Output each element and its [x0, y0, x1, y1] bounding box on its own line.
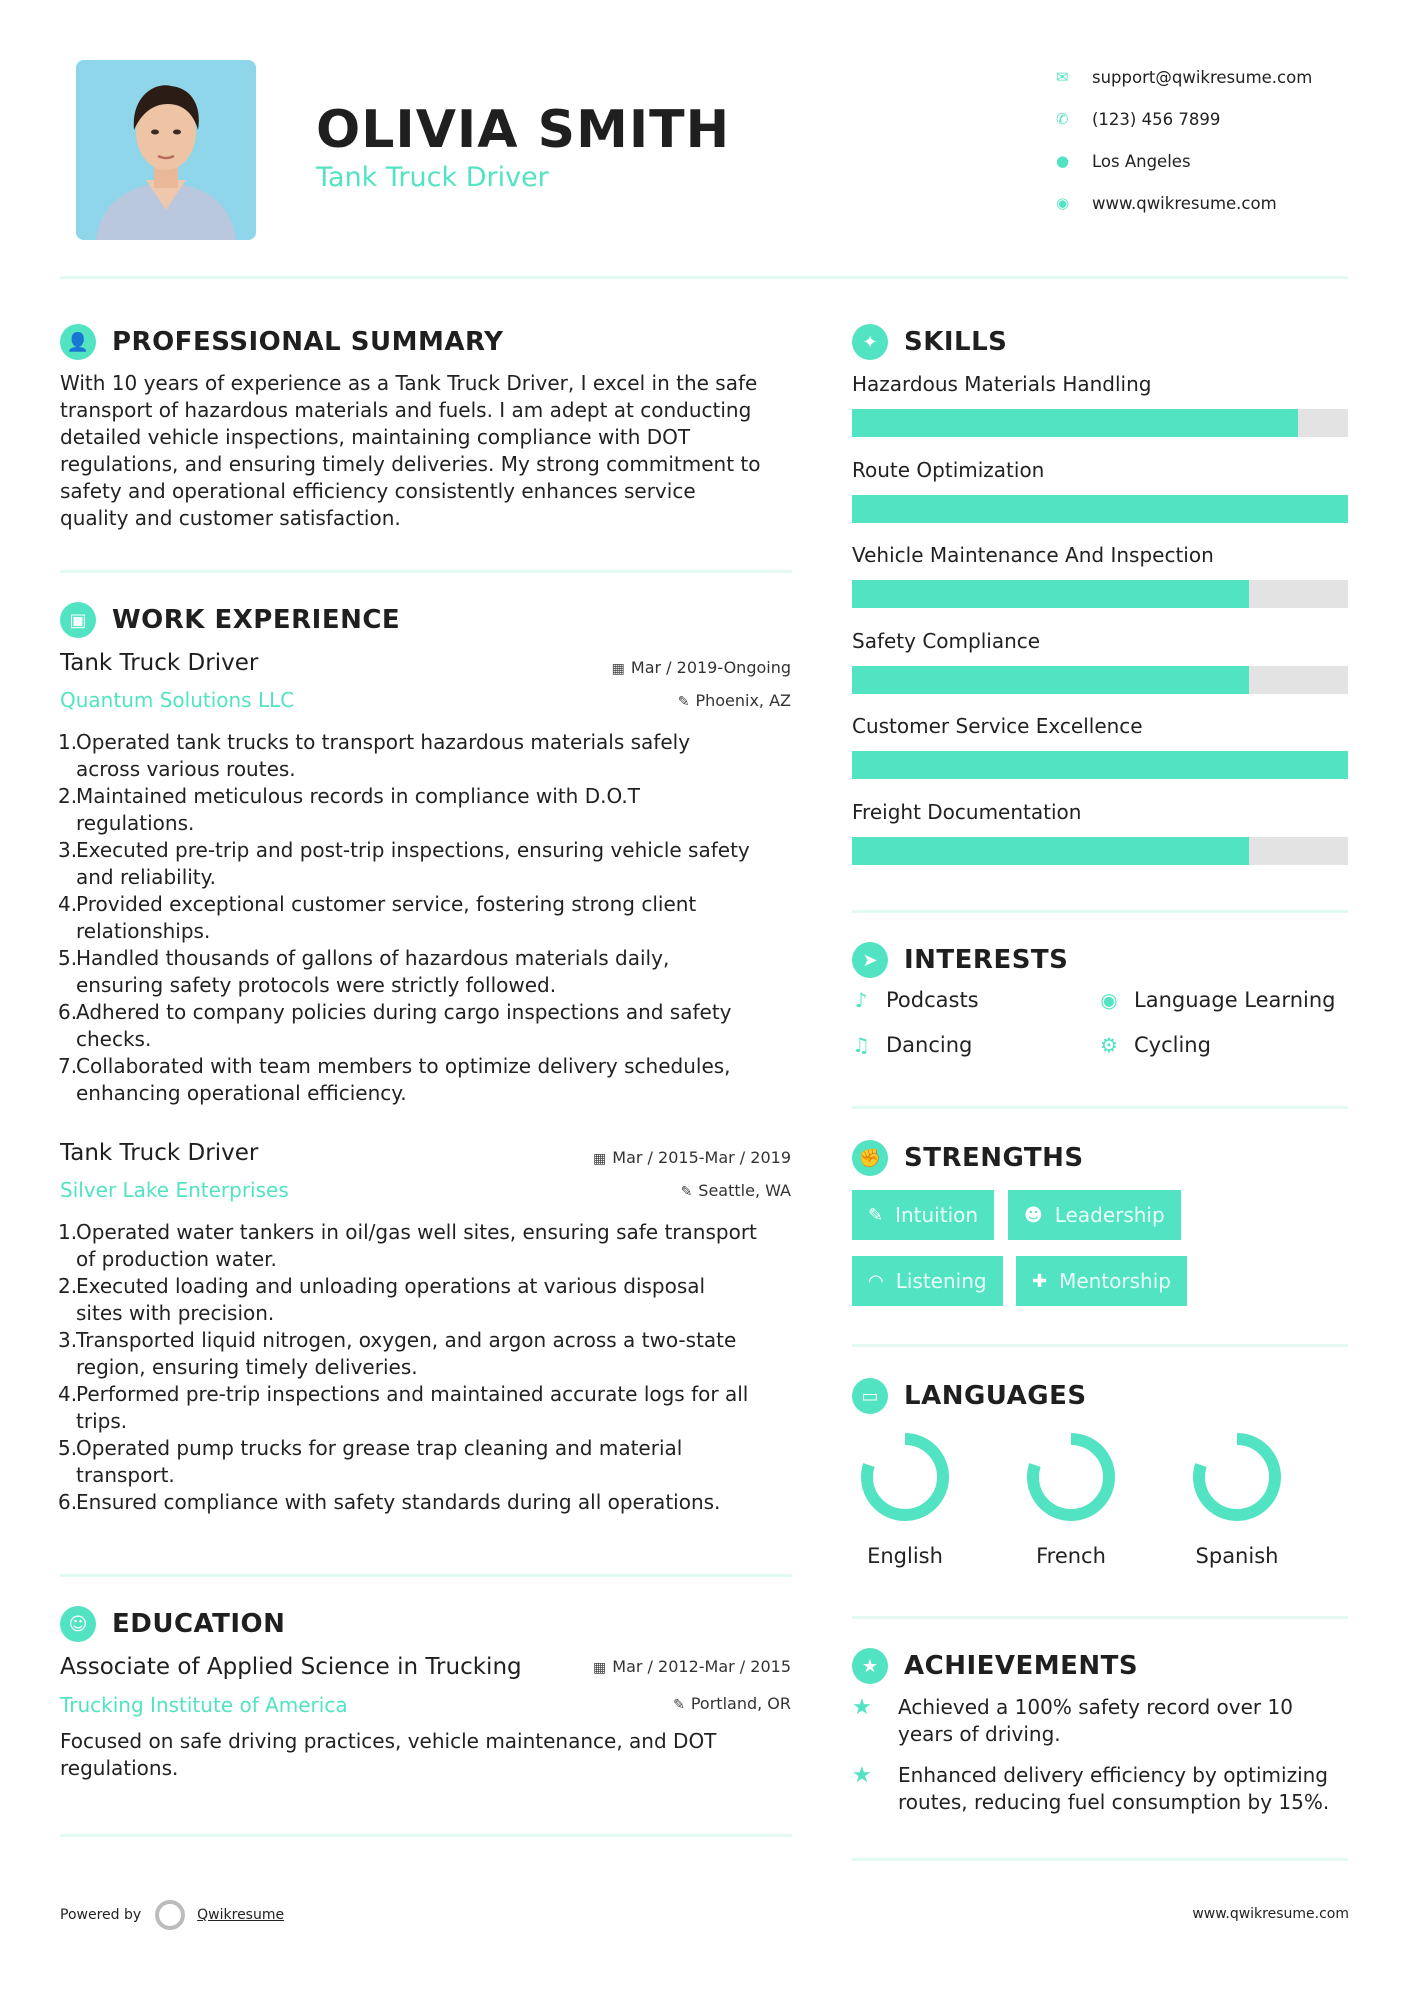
skill-bar-fill [852, 495, 1348, 523]
calendar-icon: ▦ [611, 661, 625, 677]
list-item: 2. Executed loading and unloading operations at various disposal sites with precision. [58, 1274, 706, 1325]
list-item: 7. Collaborated with team members to optimize delivery schedules, enhancing operational efficiency. [58, 1054, 731, 1105]
pin-icon: ✎ [677, 694, 690, 710]
skill-name: Vehicle Maintenance And Inspection [852, 543, 1214, 567]
headphones-icon: ◠ [868, 1270, 884, 1292]
list-item: 3. Executed pre-trip and post-trip inspections, ensuring vehicle safety and reliability. [58, 838, 750, 889]
achievements-divider [852, 1858, 1348, 1861]
education-location: ✎ Portland, OR [673, 1694, 791, 1713]
users-icon: ☻ [1024, 1204, 1043, 1226]
contact-location: ● Los Angeles [1056, 151, 1191, 171]
education-divider [60, 1834, 792, 1837]
globe-icon: ◉ [1100, 988, 1118, 1012]
skill-bar-fill [852, 666, 1249, 694]
briefcase-icon: ▣ [60, 602, 96, 638]
list-item: 3. Transported liquid nitrogen, oxygen, and argon across a two-state region, ensuring timely deliveries. [58, 1328, 737, 1379]
school-name: Trucking Institute of America [60, 1693, 348, 1717]
list-item: 1. Operated water tankers in oil/gas well sites, ensuring safe transport of production water. [58, 1220, 757, 1271]
summary-divider [60, 570, 792, 573]
list-item: 6. Adhered to company policies during cargo inspections and safety checks. [58, 1000, 732, 1051]
job-company: Silver Lake Enterprises [60, 1178, 289, 1202]
strengths-heading: ✊ STRENGTHS [852, 1140, 1084, 1176]
language-level-arc [1199, 1439, 1275, 1515]
skill-name: Freight Documentation [852, 799, 1082, 824]
language-level-ring [860, 1432, 950, 1522]
education-heading: ☺ EDUCATION [60, 1606, 285, 1642]
skill-bar [852, 409, 1348, 437]
microphone-icon: ♪ [854, 988, 868, 1012]
job-duties [58, 729, 798, 1107]
list-item: 4. Provided exceptional customer service, fostering strong client relationships. [58, 892, 697, 943]
job-dates: ▦ Mar / 2015-Mar / 2019 [593, 1148, 791, 1167]
job-company: Quantum Solutions LLC [60, 688, 295, 712]
skill-bar-fill [852, 837, 1249, 865]
user-icon: 👤 [60, 324, 96, 360]
skill-bar [852, 666, 1348, 694]
job-dates: ▦ Mar / 2019-Ongoing [611, 658, 791, 677]
phone-icon: ✆ [1056, 110, 1069, 128]
fist-icon: ✊ [852, 1140, 888, 1176]
education-dates: ▦ Mar / 2012-Mar / 2015 [593, 1657, 791, 1676]
strength-chip: ✚ Mentorship [1016, 1256, 1187, 1306]
list-item: 2. Maintained meticulous records in compliance with D.O.T regulations. [58, 784, 640, 835]
contact-list [1056, 56, 1376, 224]
skill-name: Customer Service Excellence [852, 714, 1143, 738]
skills-heading: ✦ SKILLS [852, 324, 1007, 360]
interest-item: ♫ Dancing [850, 1033, 972, 1057]
globe-icon: ◉ [1056, 194, 1070, 212]
bicycle-icon: ⚙ [1100, 1033, 1118, 1057]
skill-name: Hazardous Materials Handling [852, 372, 1152, 396]
qwikresume-logo-icon [155, 1900, 185, 1930]
summary-text: With 10 years of experience as a Tank Truck Driver, I excel in the safe transport of hazardous materials and fuels. I am adept at conducting detailed vehicle inspections, maintaining compliance with DOT regulations, and ensuring timely deliveries. My strong commitment to safety and operational efficiency consistently enhances service quality and customer satisfaction. [60, 371, 761, 530]
degree-title: Associate of Applied Science in Trucking [60, 1654, 522, 1680]
list-item: 4. Performed pre-trip inspections and maintained accurate logs for all trips. [58, 1382, 749, 1433]
language-label: English [867, 1544, 943, 1568]
interest-item: ⚙ Cycling [1098, 1033, 1211, 1057]
pin-icon: ✎ [680, 1184, 693, 1200]
star-icon: ★ [852, 1695, 872, 1720]
skill-bar-fill [852, 751, 1348, 779]
job-duties [58, 1219, 798, 1516]
job-title: Tank Truck Driver [60, 1140, 259, 1166]
skill-name: Route Optimization [852, 457, 1045, 482]
music-icon: ♫ [852, 1033, 870, 1057]
job-title: Tank Truck Driver [60, 650, 259, 676]
location-icon: ● [1056, 152, 1070, 170]
candidate-name: OLIVIA SMITH [316, 100, 731, 160]
footer-url[interactable]: www.qwikresume.com [1192, 1906, 1349, 1922]
skill-bar-fill [852, 409, 1298, 437]
skill-bar-fill [852, 580, 1249, 608]
skill-name: Safety Compliance [852, 628, 1041, 653]
person-avatar-icon [76, 60, 256, 240]
skill-bar [852, 751, 1348, 779]
pin-icon: ✎ [673, 1697, 685, 1713]
strengths-divider [852, 1344, 1348, 1347]
list-item: 5. Operated pump trucks for grease trap cleaning and material transport. [58, 1436, 683, 1487]
footer-powered: Powered by Qwikresume [60, 1900, 284, 1930]
magic-wand-icon: ✎ [868, 1204, 884, 1226]
achievements-heading: ★ ACHIEVEMENTS [852, 1648, 1138, 1684]
achievement-item: ★ Achieved a 100% safety record over 10 years of driving. [852, 1695, 1293, 1746]
graduation-icon: ☺ [60, 1606, 96, 1642]
experience-divider [60, 1574, 792, 1577]
interest-item: ◉ Language Learning [1098, 988, 1335, 1012]
skills-divider [852, 910, 1348, 913]
qwikresume-link[interactable]: Qwikresume [197, 1907, 285, 1923]
strength-chip: ☻ Leadership [1008, 1190, 1181, 1240]
language-level-arc [1033, 1439, 1109, 1515]
job-location: ✎ Phoenix, AZ [677, 691, 791, 710]
interests-heading: ➤ INTERESTS [852, 942, 1068, 978]
strength-chip: ✎ Intuition [852, 1190, 994, 1240]
star-icon: ★ [852, 1648, 888, 1684]
contact-phone[interactable]: ✆ (123) 456 7899 [1056, 109, 1221, 129]
skill-bar [852, 495, 1348, 523]
paper-plane-icon: ➤ [852, 942, 888, 978]
languages-divider [852, 1616, 1348, 1619]
list-item: 6. Ensured compliance with safety standards during all operations. [58, 1490, 721, 1514]
contact-email[interactable]: ✉ support@qwikresume.com [1056, 67, 1313, 87]
interest-item: ♪ Podcasts [850, 988, 979, 1012]
language-level-ring [1026, 1432, 1116, 1522]
list-item: 5. Handled thousands of gallons of hazardous materials daily, ensuring safety protocols were strictly followed. [58, 946, 670, 997]
summary-heading: 👤 PROFESSIONAL SUMMARY [60, 324, 503, 360]
candidate-title: Tank Truck Driver [316, 162, 549, 193]
experience-heading: ▣ WORK EXPERIENCE [60, 602, 400, 638]
calendar-icon: ▦ [593, 1151, 607, 1167]
list-item: 1. Operated tank trucks to transport hazardous materials safely across various routes. [58, 730, 691, 781]
interests-divider [852, 1106, 1348, 1109]
header-divider [60, 276, 1348, 279]
achievement-item: ★ Enhanced delivery efficiency by optimizing routes, reducing fuel consumption by 15%. [852, 1763, 1330, 1814]
skill-bar [852, 837, 1348, 865]
languages-heading: ▭ LANGUAGES [852, 1378, 1087, 1414]
education-text: Focused on safe driving practices, vehicle maintenance, and DOT regulations. [60, 1729, 717, 1780]
language-label: French [1036, 1544, 1106, 1568]
language-level-ring [1192, 1432, 1282, 1522]
user-plus-icon: ✚ [1032, 1270, 1048, 1292]
calendar-icon: ▦ [593, 1660, 607, 1676]
skill-bar [852, 580, 1348, 608]
job-location: ✎ Seattle, WA [680, 1181, 791, 1200]
contact-website[interactable]: ◉ www.qwikresume.com [1056, 193, 1277, 213]
language-level-arc [867, 1439, 943, 1515]
strength-chip: ◠ Listening [852, 1256, 1003, 1306]
email-icon: ✉ [1056, 68, 1069, 86]
star-icon: ★ [852, 1763, 872, 1788]
profile-photo [76, 60, 256, 240]
lightbulb-icon: ✦ [852, 324, 888, 360]
language-label: Spanish [1195, 1544, 1279, 1568]
language-icon: ▭ [852, 1378, 888, 1414]
